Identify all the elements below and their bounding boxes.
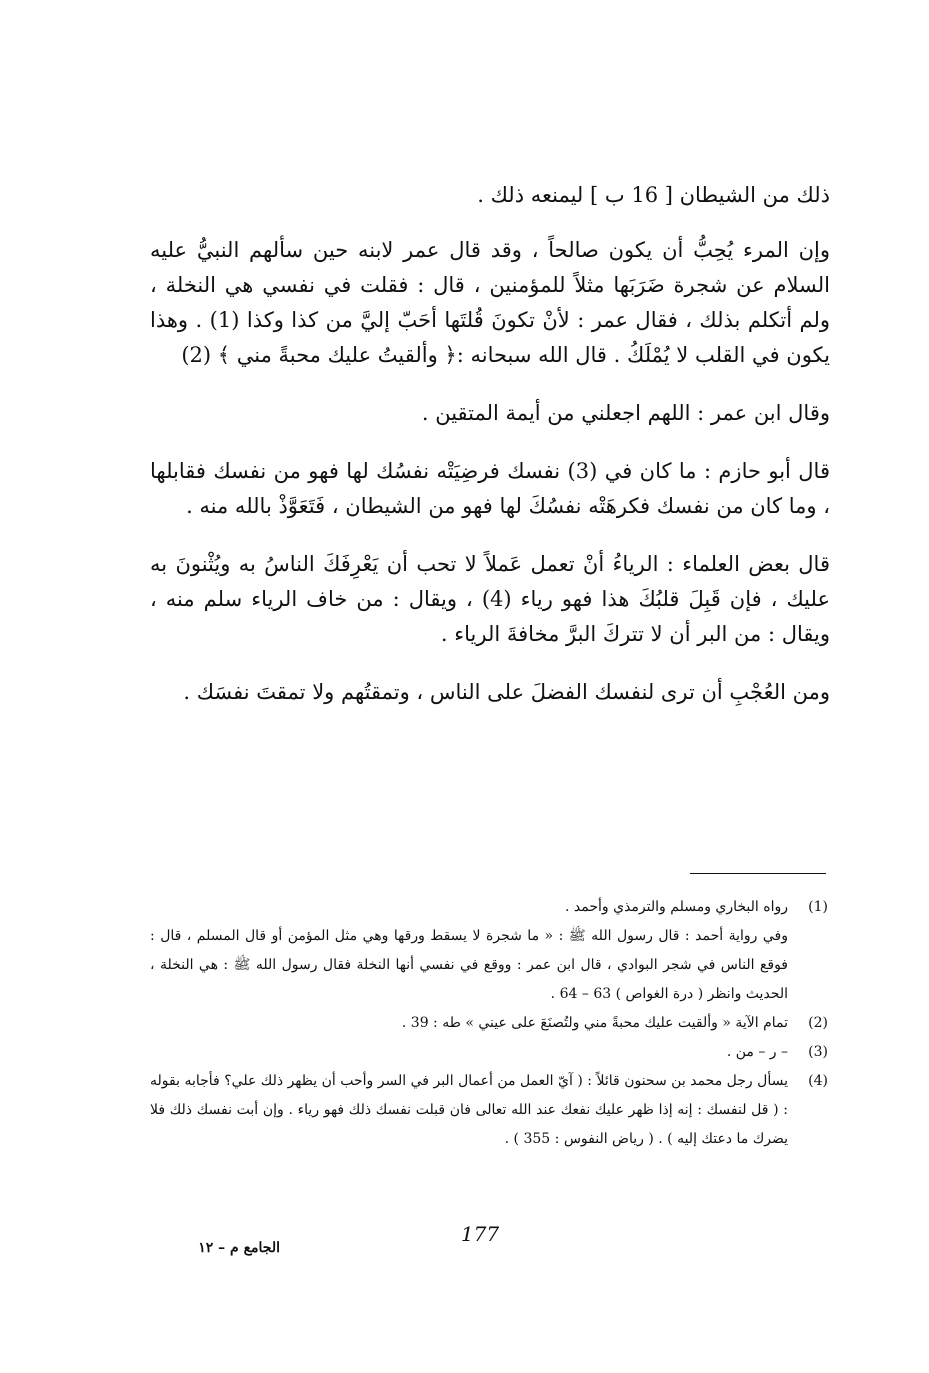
footnote-1	[150, 893, 830, 1009]
paragraph-2: وإن المرء يُحِبُّ أن يكون صالحاً ، وقد قال عمر لابنه حين سألهم النبيُّ عليه السلام عن شجرة ضَرَبَها مثلاً للمؤمنين ، قال : فقلت في نفسي هي النخلة ، ولم أتكلم بذلك ، فقال عمر : لأنْ تكونَ قُلتَها أحَبّ إليَّ من كذا وكذا (1) . وهذا يكون في القلب لا يُمْلَكُ . قال الله سبحانه :﴿ وألقيتُ عليك محبةً مني ﴾ (2)	[150, 238, 830, 367]
footnote-line: رواه البخاري ومسلم والترمذي وأحمد .	[565, 899, 788, 915]
footnote-line: تمام الآية « وألقيت عليك محبةً مني ولتُصنَعَ على عيني » طه : 39 .	[401, 1015, 788, 1031]
footnote-body	[150, 1038, 788, 1067]
paragraph-6: ومن العُجْبِ أن ترى لنفسك الفضلَ على الناس ، وتمقتُهم ولا تمقتَ نفسَك .	[183, 680, 830, 704]
footnote-2	[150, 1009, 830, 1038]
paragraph-5: قال بعض العلماء : الرياءُ أنْ تعمل عَملاً لا تحب أن يَعْرِفَكَ الناسُ به ويُثْنونَ به عليك ، فإن قَبِلَ قلبُكَ هذا فهو رياء (4) ، ويقال : من خاف الرياء سلم منه ، ويقال : من البر أن لا تتركَ البرَّ مخافةَ الرياء .	[150, 552, 831, 646]
footnote-separator	[690, 873, 826, 874]
paragraph-4: قال أبو حازم : ما كان في (3) نفسك فرضِيَتْه نفسُك لها فهو من نفسك فقابلها ، وما كان من نفسك فكرهَتْه نفسُكَ لها فهو من الشيطان ، فَتَعَوَّذْ بالله منه .	[150, 459, 830, 518]
signature-mark: الجامع م – ١٢	[198, 1240, 280, 1256]
footnote-3	[150, 1038, 830, 1067]
footnote-number: (3)	[808, 1044, 828, 1060]
paragraph-3: وقال ابن عمر : اللهم اجعلني من أيمة المتقين .	[421, 401, 830, 425]
footnotes	[150, 893, 830, 1154]
footnote-number: (2)	[808, 1015, 828, 1031]
footnote-line: وفي رواية أحمد : قال رسول الله ﷺ : « ما شجرة لا يسقط ورقها وهي مثل المؤمن أو قال المسلم ، قال : فوقع الناس في شجر البوادي ، قال ابن عمر : ووقع في نفسي أنها النخلة فقال رسول الله ﷺ : هي النخلة ، الحديث وانظر ( درة الغواص ) 63 – 64 .	[150, 928, 788, 1002]
footnote-line: يسأل رجل محمد بن سحنون قائلاً : ( آيّ العمل من أعمال البر في السر وأحب أن يظهر ذلك علي؟ فأجابه بقوله : ( قل لنفسك : إنه إذا ظهر عليك نفعك عند الله تعالى فان قبلت نفسك ذلك فهو رياء . وإن أبت نفسك ذلك فلا يضرك ما دعتك إليه ) . ( رياض النفوس : 355 ) .	[150, 1073, 788, 1147]
footnote-body	[150, 893, 788, 1009]
footnote-body	[150, 1067, 788, 1154]
footnote-number: (4)	[808, 1073, 828, 1089]
footnote-number: (1)	[808, 899, 828, 915]
footnote-4	[150, 1067, 830, 1154]
footnote-body	[150, 1009, 788, 1038]
footnote-line: – ر – من .	[726, 1044, 788, 1060]
main-text	[150, 178, 830, 733]
page-number: 177	[460, 1222, 500, 1246]
paragraph-1: ذلك من الشيطان [ 16 ب ] ليمنعه ذلك .	[477, 183, 830, 207]
